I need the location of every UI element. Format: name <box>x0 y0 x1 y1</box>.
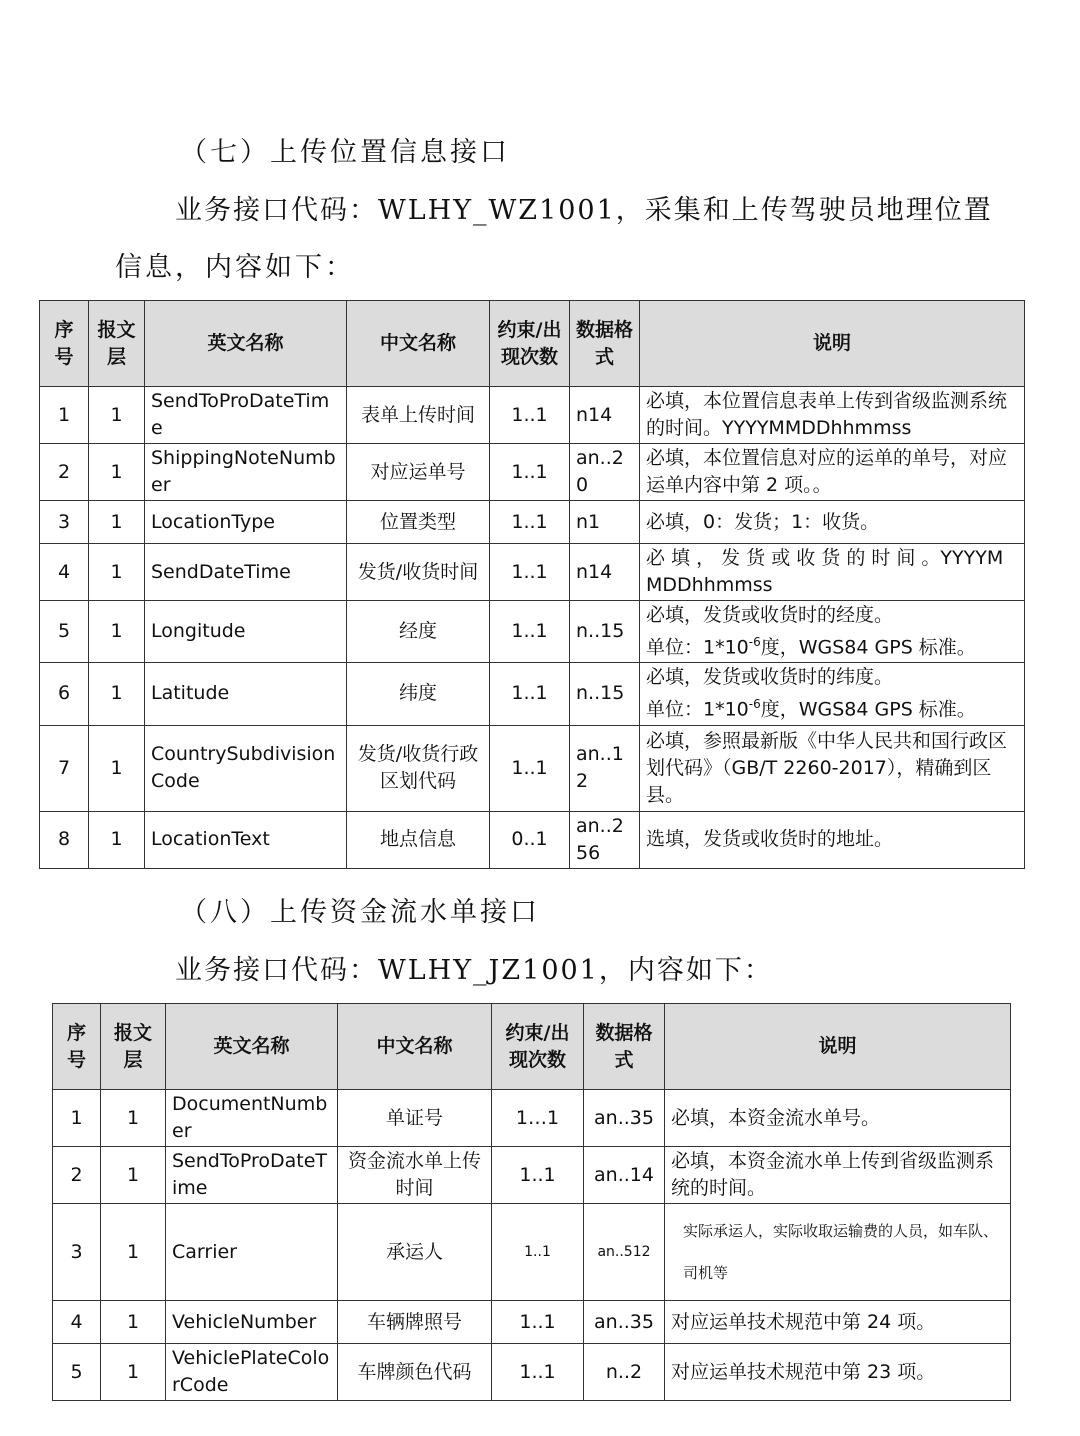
cell-seq: 7 <box>40 725 89 811</box>
cell-level: 1 <box>101 1301 166 1344</box>
cell-en: SendToProDateTime <box>166 1147 338 1204</box>
desc-line1: 必填，发货或收货时的经度。 <box>646 604 894 626</box>
table-row <box>40 501 1025 544</box>
cell-seq: 8 <box>40 811 89 868</box>
cell-cn: 发货/收货行政区划代码 <box>347 725 490 811</box>
cell-en: Carrier <box>166 1204 338 1301</box>
cell-cn: 位置类型 <box>347 501 490 544</box>
cell-constraint: 0..1 <box>490 811 570 868</box>
desc-line2 <box>646 629 1018 661</box>
desc-exponent: -6 <box>748 697 761 712</box>
table-row <box>53 1147 1011 1204</box>
cell-cn: 单证号 <box>338 1090 492 1147</box>
cell-cn: 纬度 <box>347 663 490 725</box>
cell-format: n14 <box>570 544 640 601</box>
cell-seq: 4 <box>53 1301 101 1344</box>
cell-desc: 必填，本位置信息对应的运单的单号，对应运单内容中第 2 项。。 <box>640 444 1025 501</box>
cell-desc: 实际承运人，实际收取运输费的人员，如车队、司机等 <box>665 1204 1011 1301</box>
desc-unit: 单位：1*10 <box>646 698 749 721</box>
cell-constraint: 1..1 <box>492 1344 584 1401</box>
cell-constraint: 1…1 <box>492 1090 584 1147</box>
cell-desc: 必填，本资金流水单号。 <box>665 1090 1011 1147</box>
cell-cn: 承运人 <box>338 1204 492 1301</box>
table-row <box>40 444 1025 501</box>
cell-desc <box>640 601 1025 663</box>
header-constraint: 约束/出现次数 <box>490 301 570 387</box>
header-en: 英文名称 <box>145 301 347 387</box>
cell-format: an..20 <box>570 444 640 501</box>
section7-intro-line1: 业务接口代码：WLHY_WZ1001，采集和上传驾驶员地理位置 <box>175 195 993 226</box>
desc-line1: 必填，发货或收货时的纬度。 <box>646 666 894 689</box>
cell-desc: 对应运单技术规范中第 23 项。 <box>665 1344 1011 1401</box>
cell-format: n1 <box>570 501 640 544</box>
cell-seq: 1 <box>53 1090 101 1147</box>
cell-en: ShippingNoteNumber <box>145 444 347 501</box>
cell-desc: 必填，0：发货；1：收货。 <box>640 501 1025 544</box>
cell-desc: 对应运单技术规范中第 24 项。 <box>665 1301 1011 1344</box>
cell-constraint: 1..1 <box>492 1147 584 1204</box>
cell-level: 1 <box>89 444 145 501</box>
location-info-table <box>39 300 1025 869</box>
cell-cn: 车辆牌照号 <box>338 1301 492 1344</box>
table-row <box>53 1344 1011 1401</box>
header-constraint: 约束/出现次数 <box>492 1004 584 1090</box>
cell-level: 1 <box>89 387 145 444</box>
cell-seq: 3 <box>53 1204 101 1301</box>
table-row <box>53 1204 1011 1301</box>
cell-format: an..512 <box>584 1204 665 1301</box>
section8-intro: 业务接口代码：WLHY_JZ1001，内容如下： <box>175 955 773 986</box>
table-row <box>40 601 1025 663</box>
header-cn: 中文名称 <box>338 1004 492 1090</box>
cell-level: 1 <box>101 1344 166 1401</box>
cell-format: an..12 <box>570 725 640 811</box>
desc-tail: 度，WGS84 GPS 标准。 <box>760 636 976 659</box>
header-level: 报文层 <box>101 1004 166 1090</box>
cell-constraint: 1..1 <box>492 1301 584 1344</box>
cell-format: n..15 <box>570 663 640 725</box>
cell-cn: 资金流水单上传时间 <box>338 1147 492 1204</box>
header-format: 数据格式 <box>570 301 640 387</box>
cell-format: an..14 <box>584 1147 665 1204</box>
cell-seq: 2 <box>40 444 89 501</box>
table-row <box>40 544 1025 601</box>
cell-level: 1 <box>89 725 145 811</box>
cell-en: LocationText <box>145 811 347 868</box>
desc-exponent: -6 <box>748 635 761 649</box>
cell-constraint: 1..1 <box>490 544 570 601</box>
header-desc: 说明 <box>665 1004 1011 1090</box>
cell-level: 1 <box>89 811 145 868</box>
cell-level: 1 <box>89 663 145 725</box>
table-header-row <box>40 301 1025 387</box>
cell-constraint: 1..1 <box>492 1204 584 1301</box>
cell-cn: 对应运单号 <box>347 444 490 501</box>
cell-level: 1 <box>89 501 145 544</box>
cell-cn: 车牌颜色代码 <box>338 1344 492 1401</box>
cell-format: n..2 <box>584 1344 665 1401</box>
table-row <box>40 725 1025 811</box>
cell-desc: 必填，本位置信息表单上传到省级监测系统的时间。YYYYMMDDhhmmss <box>640 387 1025 444</box>
cell-desc: 必填，本资金流水单上传到省级监测系统的时间。 <box>665 1147 1011 1204</box>
cell-en: DocumentNumber <box>166 1090 338 1147</box>
table-row <box>53 1301 1011 1344</box>
cell-en: SendDateTime <box>145 544 347 601</box>
table-row <box>40 663 1025 725</box>
cell-seq: 5 <box>53 1344 101 1401</box>
cell-format: an..35 <box>584 1090 665 1147</box>
cell-level: 1 <box>101 1204 166 1301</box>
cell-level: 1 <box>101 1090 166 1147</box>
cell-desc: 必填，参照最新版《中华人民共和国行政区划代码》（GB/T 2260-2017），精确到区县。 <box>640 725 1025 811</box>
desc-line2 <box>646 691 1018 723</box>
cell-constraint: 1..1 <box>490 601 570 663</box>
cell-en: LocationType <box>145 501 347 544</box>
cell-constraint: 1..1 <box>490 444 570 501</box>
cell-desc: 必 填 ， 发 货 或 收 货 的 时 间 。YYYYMMDDhhmmss <box>640 544 1025 601</box>
cell-seq: 2 <box>53 1147 101 1204</box>
cell-cn: 经度 <box>347 601 490 663</box>
cell-cn: 地点信息 <box>347 811 490 868</box>
table-row <box>40 387 1025 444</box>
cell-desc <box>640 663 1025 725</box>
cell-en: CountrySubdivisionCode <box>145 725 347 811</box>
cell-level: 1 <box>101 1147 166 1204</box>
header-en: 英文名称 <box>166 1004 338 1090</box>
fund-flow-table <box>52 1003 1011 1401</box>
cell-seq: 6 <box>40 663 89 725</box>
section8-heading: （八）上传资金流水单接口 <box>180 897 540 928</box>
cell-cn: 表单上传时间 <box>347 387 490 444</box>
cell-constraint: 1..1 <box>490 387 570 444</box>
section7-heading: （七）上传位置信息接口 <box>180 137 510 168</box>
cell-en: VehiclePlateColorCode <box>166 1344 338 1401</box>
cell-format: n14 <box>570 387 640 444</box>
table-row <box>53 1090 1011 1147</box>
cell-format: an..256 <box>570 811 640 868</box>
cell-constraint: 1..1 <box>490 663 570 725</box>
cell-seq: 3 <box>40 501 89 544</box>
header-desc: 说明 <box>640 301 1025 387</box>
cell-format: n..15 <box>570 601 640 663</box>
cell-level: 1 <box>89 601 145 663</box>
cell-en: SendToProDateTime <box>145 387 347 444</box>
cell-level: 1 <box>89 544 145 601</box>
cell-cn: 发货/收货时间 <box>347 544 490 601</box>
cell-en: Longitude <box>145 601 347 663</box>
cell-en: Latitude <box>145 663 347 725</box>
header-seq: 序号 <box>40 301 89 387</box>
section7-intro-line2: 信息，内容如下： <box>115 252 355 283</box>
cell-desc: 选填，发货或收货时的地址。 <box>640 811 1025 868</box>
cell-format: an..35 <box>584 1301 665 1344</box>
header-format: 数据格式 <box>584 1004 665 1090</box>
cell-seq: 1 <box>40 387 89 444</box>
header-seq: 序号 <box>53 1004 101 1090</box>
desc-tail: 度，WGS84 GPS 标准。 <box>760 698 976 721</box>
cell-constraint: 1..1 <box>490 725 570 811</box>
table-header-row <box>53 1004 1011 1090</box>
cell-en: VehicleNumber <box>166 1301 338 1344</box>
desc-unit: 单位：1*10 <box>646 636 749 659</box>
header-cn: 中文名称 <box>347 301 490 387</box>
cell-seq: 5 <box>40 601 89 663</box>
header-level: 报文层 <box>89 301 145 387</box>
table-row <box>40 811 1025 868</box>
cell-seq: 4 <box>40 544 89 601</box>
cell-constraint: 1..1 <box>490 501 570 544</box>
